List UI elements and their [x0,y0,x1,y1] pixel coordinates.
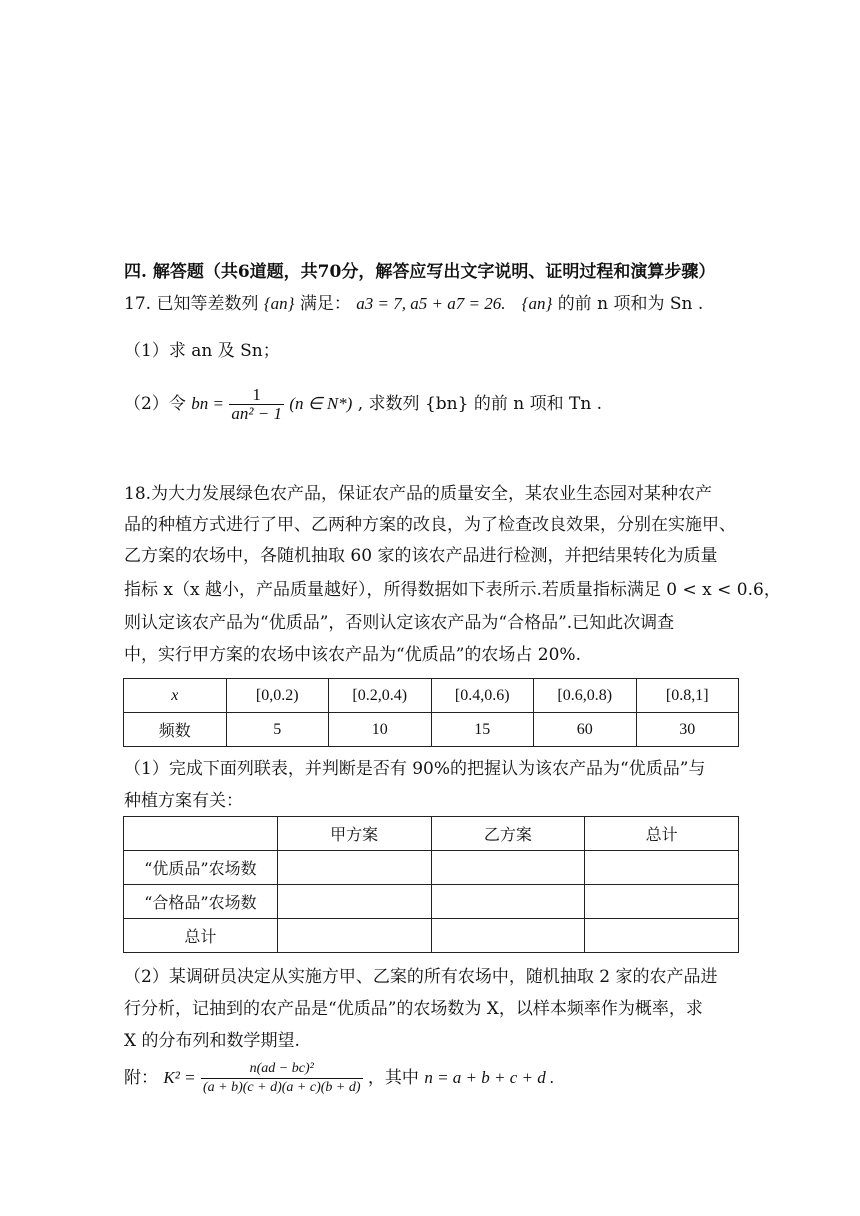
contingency-row [124,885,739,919]
freq-value: 10 [329,713,432,747]
contingency-header-row [124,817,739,851]
q17-condition-n: (n ∈ N*) [289,394,353,413]
freq-header-bin: [0.4,0.6) [431,679,534,713]
freq-header-x: x [124,679,227,713]
q18-line-3: 乙方案的农场中，各随机抽取 60 家的该农产品进行检测，并把结果转化为质量 [124,546,718,566]
contingency-header-cell [124,817,278,851]
q17-part2 [124,384,602,424]
q17-satisfies: 满足： [299,294,351,314]
q17-intro: 17. 已知等差数列 [124,294,259,314]
freq-header-bin: [0.2,0.4) [329,679,432,713]
contingency-cell [277,885,431,919]
freq-value: 60 [534,713,637,747]
q17-sequence: {an} [263,294,295,313]
q17-statement [124,294,703,314]
contingency-row [124,919,739,953]
contingency-row-label: “合格品”农场数 [124,885,278,919]
contingency-header-cell: 乙方案 [431,817,585,851]
freq-row-label: 频数 [124,713,227,747]
appendix-formula [124,1058,554,1098]
contingency-cell [431,851,585,885]
contingency-row-label: “优质品”农场数 [124,851,278,885]
q17-part2-prefix: （2）令 [124,394,186,414]
formula-tail: ，其中 [367,1068,419,1088]
q18-part1-line-1: （1）完成下面列联表，并判断是否有 90%的把握认为该农产品为“优质品”与 [124,759,706,779]
frequency-header-row [124,679,739,713]
contingency-header-cell: 甲方案 [277,817,431,851]
q17-tail: 的前 n 项和为 Sn . [557,294,704,314]
contingency-row-label: 总计 [124,919,278,953]
freq-header-bin: [0.6,0.8) [534,679,637,713]
contingency-cell [277,919,431,953]
contingency-cell [431,885,585,919]
q17-fraction [229,386,284,423]
formula-lhs: K² = [163,1068,196,1087]
q17-frac-num: 1 [229,386,284,405]
q17-part2-tail: , 求数列 {bn} 的前 n 项和 Tn . [357,394,603,414]
frequency-table [123,678,739,747]
freq-value: 5 [226,713,329,747]
section-heading: 四. 解答题（共6道题，共70分，解答应写出文字说明、证明过程和演算步骤） [124,262,716,282]
formula-fraction [201,1060,363,1097]
contingency-cell [585,919,739,953]
q17-bn: bn = [191,394,224,413]
freq-value: 15 [431,713,534,747]
freq-header-bin: [0.8,1] [636,679,739,713]
contingency-cell [431,919,585,953]
contingency-cell [277,851,431,885]
q18-part2-line-3: X 的分布列和数学期望. [124,1031,300,1051]
contingency-header-cell: 总计 [585,817,739,851]
appendix-label: 附： [124,1068,158,1088]
contingency-cell [585,885,739,919]
frequency-value-row [124,713,739,747]
q17-part1: （1）求 an 及 Sn； [124,341,280,361]
q18-line-6: 中，实行甲方案的农场中该农产品为“优质品”的农场占 20%. [124,645,581,665]
q17-sequence-2: {an} [521,294,553,313]
contingency-cell [585,851,739,885]
freq-value: 30 [636,713,739,747]
formula-denominator: (a + b)(c + d)(a + c)(b + d) [202,1080,361,1095]
contingency-row [124,851,739,885]
q18-part2-line-1: （2）某调研员决定从实施方甲、乙案的所有农场中，随机抽取 2 家的农产品进 [124,967,718,987]
q17-frac-den: an² − 1 [231,404,282,423]
q18-part2-line-2: 行分析，记抽到的农产品是“优质品”的农场数为 X，以样本频率作为概率，求 [124,999,703,1019]
q18-line-4: 指标 x（x 越小，产品质量越好），所得数据如下表所示.若质量指标满足 0 < x < 0.6， [124,580,781,600]
q18-part1-line-2: 种植方案有关： [124,791,243,811]
contingency-table [123,816,739,953]
q18-line-1: 18.为大力发展绿色农产品，保证农产品的质量安全，某农业生态园对某种农产 [124,484,713,504]
formula-numerator: n(ad − bc)² [201,1060,363,1079]
formula-n: n = a + b + c + d . [424,1068,555,1087]
q18-line-2: 品的种植方式进行了甲、乙两种方案的改良，为了检查改良效果，分别在实施甲、 [124,515,736,535]
freq-header-bin: [0,0.2) [226,679,329,713]
q17-condition: a3 = 7, a5 + a7 = 26. [356,294,506,313]
q18-line-5: 则认定该农产品为“优质品”，否则认定该农产品为“合格品”.已知此次调查 [124,613,675,633]
